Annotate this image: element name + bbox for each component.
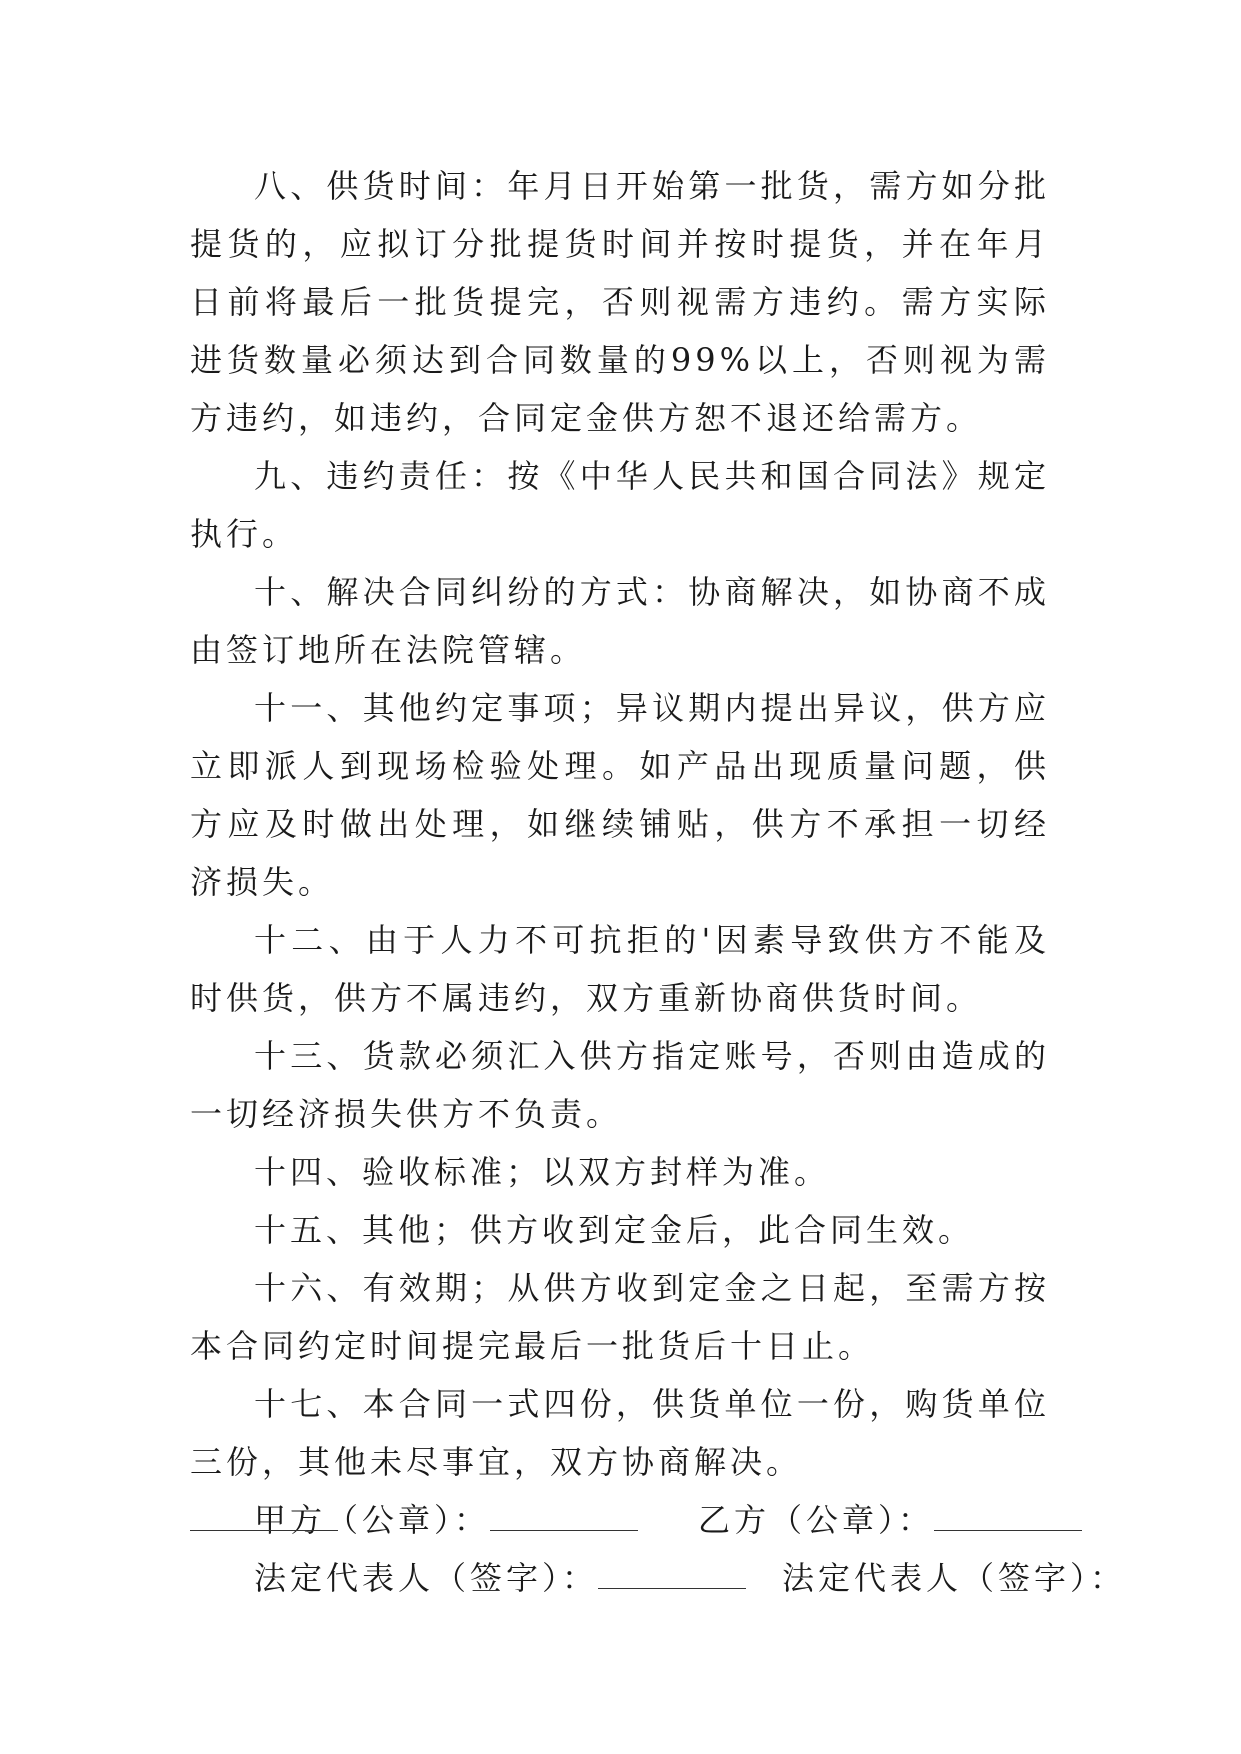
party-a-seal-label: 甲方（公章）： — [254, 1501, 491, 1539]
clause-8: 八、供货时间：年月日开始第一批货，需方如分批提货的，应拟订分批提货时间并按时提货，并在年月日前将最后一批货提完，否则视需方违约。需方实际进货数量必须达到合同数量的99%以上，否则视为需方违约，如违约，合同定金供方恕不退还给需方。 — [190, 167, 1050, 437]
clause-16: 十六、有效期；从供方收到定金之日起，至需方按本合同约定时间提完最后一批货后十日止。 — [190, 1269, 1050, 1365]
party-b-rep-blank[interactable] — [190, 1530, 338, 1531]
party-b-rep-label: 法定代表人（签字）： — [782, 1559, 1127, 1597]
party-b-seal-label: 乙方（公章）： — [698, 1501, 935, 1539]
clause-10: 十、解决合同纠纷的方式：协商解决，如协商不成由签订地所在法院管辖。 — [190, 573, 1050, 669]
party-a-seal-blank[interactable] — [490, 1529, 638, 1531]
party-b-seal-blank[interactable] — [934, 1529, 1082, 1531]
clause-15: 十五、其他；供方收到定金后，此合同生效。 — [254, 1211, 975, 1249]
party-a-rep-blank[interactable] — [598, 1587, 746, 1589]
clause-14: 十四、验收标准；以双方封样为准。 — [254, 1153, 831, 1191]
representative-row — [190, 1549, 1127, 1607]
party-a-rep-label: 法定代表人（签字）： — [254, 1559, 599, 1597]
clause-11: 十一、其他约定事项；异议期内提出异议，供方应立即派人到现场检验处理。如产品出现质量问题，供方应及时做出处理，如继续铺贴，供方不承担一切经济损失。 — [190, 689, 1050, 901]
seal-row — [190, 1491, 1050, 1549]
clause-12: 十二、由于人力不可抗拒的'因素导致供方不能及时供货，供方不属违约，双方重新协商供货时间。 — [190, 921, 1050, 1017]
clause-17: 十七、本合同一式四份，供货单位一份，购货单位三份，其他未尽事宜，双方协商解决。 — [190, 1385, 1050, 1481]
document-body — [190, 157, 1127, 1607]
clause-13: 十三、货款必须汇入供方指定账号，否则由造成的一切经济损失供方不负责。 — [190, 1037, 1050, 1133]
clause-9: 九、违约责任：按《中华人民共和国合同法》规定执行。 — [190, 457, 1050, 553]
